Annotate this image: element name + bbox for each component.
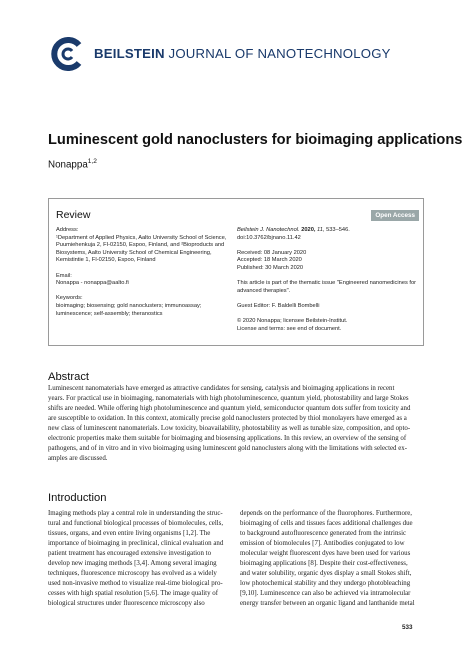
- email-block: [56, 273, 232, 288]
- keywords-line: bioimaging; biosensing; gold nanoclusters; immunoassay;: [56, 302, 202, 309]
- abstract-line: years. For practical use in bioimaging, nanomaterials with high photoluminescence, quantum yield, photostability and large Stokes: [48, 395, 409, 402]
- thematic-line: advanced therapies".: [237, 287, 291, 294]
- copyright-block: [237, 318, 417, 333]
- abstract-line: electronic properties make them suitable for bioimaging and biosensing applications. In this review, an overview of the sensing of: [48, 435, 407, 442]
- body-line: techniques, fluorescence microscopy has evolved as a widely: [48, 570, 217, 577]
- article-info-box: [48, 198, 424, 346]
- body-line: [9,10]. Luminescence can also be achieved via intramolecular: [240, 590, 411, 597]
- keywords-label: Keywords:: [56, 295, 83, 302]
- abstract-line: shifts are needed. While offering high photoluminescence and quantum yield, semiconductor quantum dots suffer from toxicity and: [48, 405, 411, 412]
- body-line: bioimaging of cells and tissues faces additional challenges due: [240, 520, 413, 527]
- info-right-column: [237, 227, 417, 341]
- author-line: Nonappa$^{1,2}$: [48, 158, 97, 171]
- body-line: molecular weight fluorescent dyes have been used for various: [240, 550, 411, 557]
- body-line: bioimaging applications [8]. Despite their cost-effectiveness,: [240, 560, 408, 567]
- journal-name: BEILSTEIN JOURNAL OF NANOTECHNOLOGY: [94, 46, 391, 61]
- keywords-block: [56, 295, 232, 318]
- published-date: Published: 30 March 2020: [237, 264, 304, 271]
- address-label: Address:: [56, 227, 79, 233]
- abstract-heading: Abstract: [48, 371, 90, 383]
- introduction-heading: Introduction: [48, 492, 107, 504]
- thematic-line: This article is part of the thematic issue "Engineered nanomedicines for: [237, 280, 417, 287]
- body-line: develop new imaging methods [3,4]. Among several imaging: [48, 560, 217, 567]
- abstract-line: pathogens, and of in vitro and in vivo bioimaging using luminescent gold nanoclusters along with the limitations with selected ex-: [48, 445, 408, 452]
- keywords-line: luminescence; self-assembly; theranostics: [56, 310, 163, 317]
- guest-editor-line: Guest Editor: F. Baldelli Bombelli: [237, 302, 320, 309]
- beilstein-logo-icon: [48, 37, 88, 71]
- intro-left-column: [48, 509, 238, 609]
- address-line: Biosystems, Aalto University School of Chemical Engineering,: [56, 249, 212, 256]
- journal-logo: [48, 37, 391, 71]
- address-block: [56, 227, 232, 265]
- body-line: energy transfer between an organic ligand and lanthanide metal: [240, 600, 415, 607]
- abstract-line: new class of luminescent nanomaterials. Low toxicity, bioavailability, photostability as well as tunable size, composition, and opto-: [48, 425, 411, 432]
- body-line: Imaging methods play a central role in understanding the struc-: [48, 510, 223, 517]
- received-date: Received: 08 January 2020: [237, 249, 307, 256]
- body-line: low photochemical stability and they undergo photobleaching: [240, 580, 411, 587]
- abstract-line: Luminescent nanomaterials have emerged as attractive candidates for sensing, catalysis and bioimaging applications in recent: [48, 385, 395, 392]
- guest-editor: [237, 303, 417, 311]
- body-line: tissues, organs, and even entire living organisms [1,2]. The: [48, 530, 211, 537]
- abstract-text: [48, 384, 428, 464]
- doi-link[interactable]: doi:10.3762/bjnano.11.42: [237, 234, 301, 241]
- article-title: Luminescent gold nanoclusters for bioimaging applications: [48, 132, 463, 148]
- address-line: Kemistintie 1, FI-02150, Espoo, Finland: [56, 257, 156, 264]
- article-type: Review: [56, 209, 91, 221]
- abstract-line: amples are discussed.: [48, 455, 108, 462]
- citation-block: [237, 227, 417, 242]
- intro-right-column: [240, 509, 430, 609]
- email-link[interactable]: Nonappa - nonappa@aalto.fi: [56, 280, 129, 287]
- body-line: and water solubility, organic dyes display a small Stokes shift,: [240, 570, 412, 577]
- open-access-badge: Open Access: [371, 210, 419, 221]
- email-label: Email:: [56, 272, 72, 279]
- body-line: patient treatment has encouraged extensive investigation to: [48, 550, 212, 557]
- abstract-line: are susceptible to oxidation. In this context, atomically precise gold nanoclusters protected by thiol monolayers have emerged as a: [48, 415, 407, 422]
- thematic-issue: [237, 280, 417, 295]
- info-left-column: [56, 227, 232, 326]
- body-line: importance of bioimaging in preclinical, clinical evaluation and: [48, 540, 224, 547]
- body-line: biological structures under fluorescence microscopy also: [48, 600, 205, 607]
- body-line: emission of biomolecules [7]. Antibodies conjugated to low: [240, 540, 405, 547]
- copyright-line: © 2020 Nonappa; licensee Beilstein-Institut.: [237, 318, 348, 325]
- license-line: License and terms: see end of document.: [237, 325, 342, 332]
- dates-block: [237, 250, 417, 273]
- body-line: used non-invasive method to visualize real-time biological pro-: [48, 580, 223, 587]
- address-line: Puumiehenkuja 2, FI-02150, Espoo, Finland, and ²Bioproducts and: [56, 242, 225, 249]
- citation: Beilstein J. Nanotechnol. 2020, 11, 533–546.: [237, 227, 350, 233]
- accepted-date: Accepted: 18 March 2020: [237, 257, 302, 264]
- body-line: depends on the performance of the fluorophores. Furthermore,: [240, 510, 413, 517]
- address-line: ¹Department of Applied Physics, Aalto University School of Science,: [56, 234, 227, 241]
- body-line: tural and functional biological processes of biomolecules, cells,: [48, 520, 224, 527]
- body-line: to background autofluorescence generated from the intrinsic: [240, 530, 407, 537]
- page-number: 533: [402, 624, 413, 631]
- body-line: cesses with high spatial resolution [5,6]. The image quality of: [48, 590, 218, 597]
